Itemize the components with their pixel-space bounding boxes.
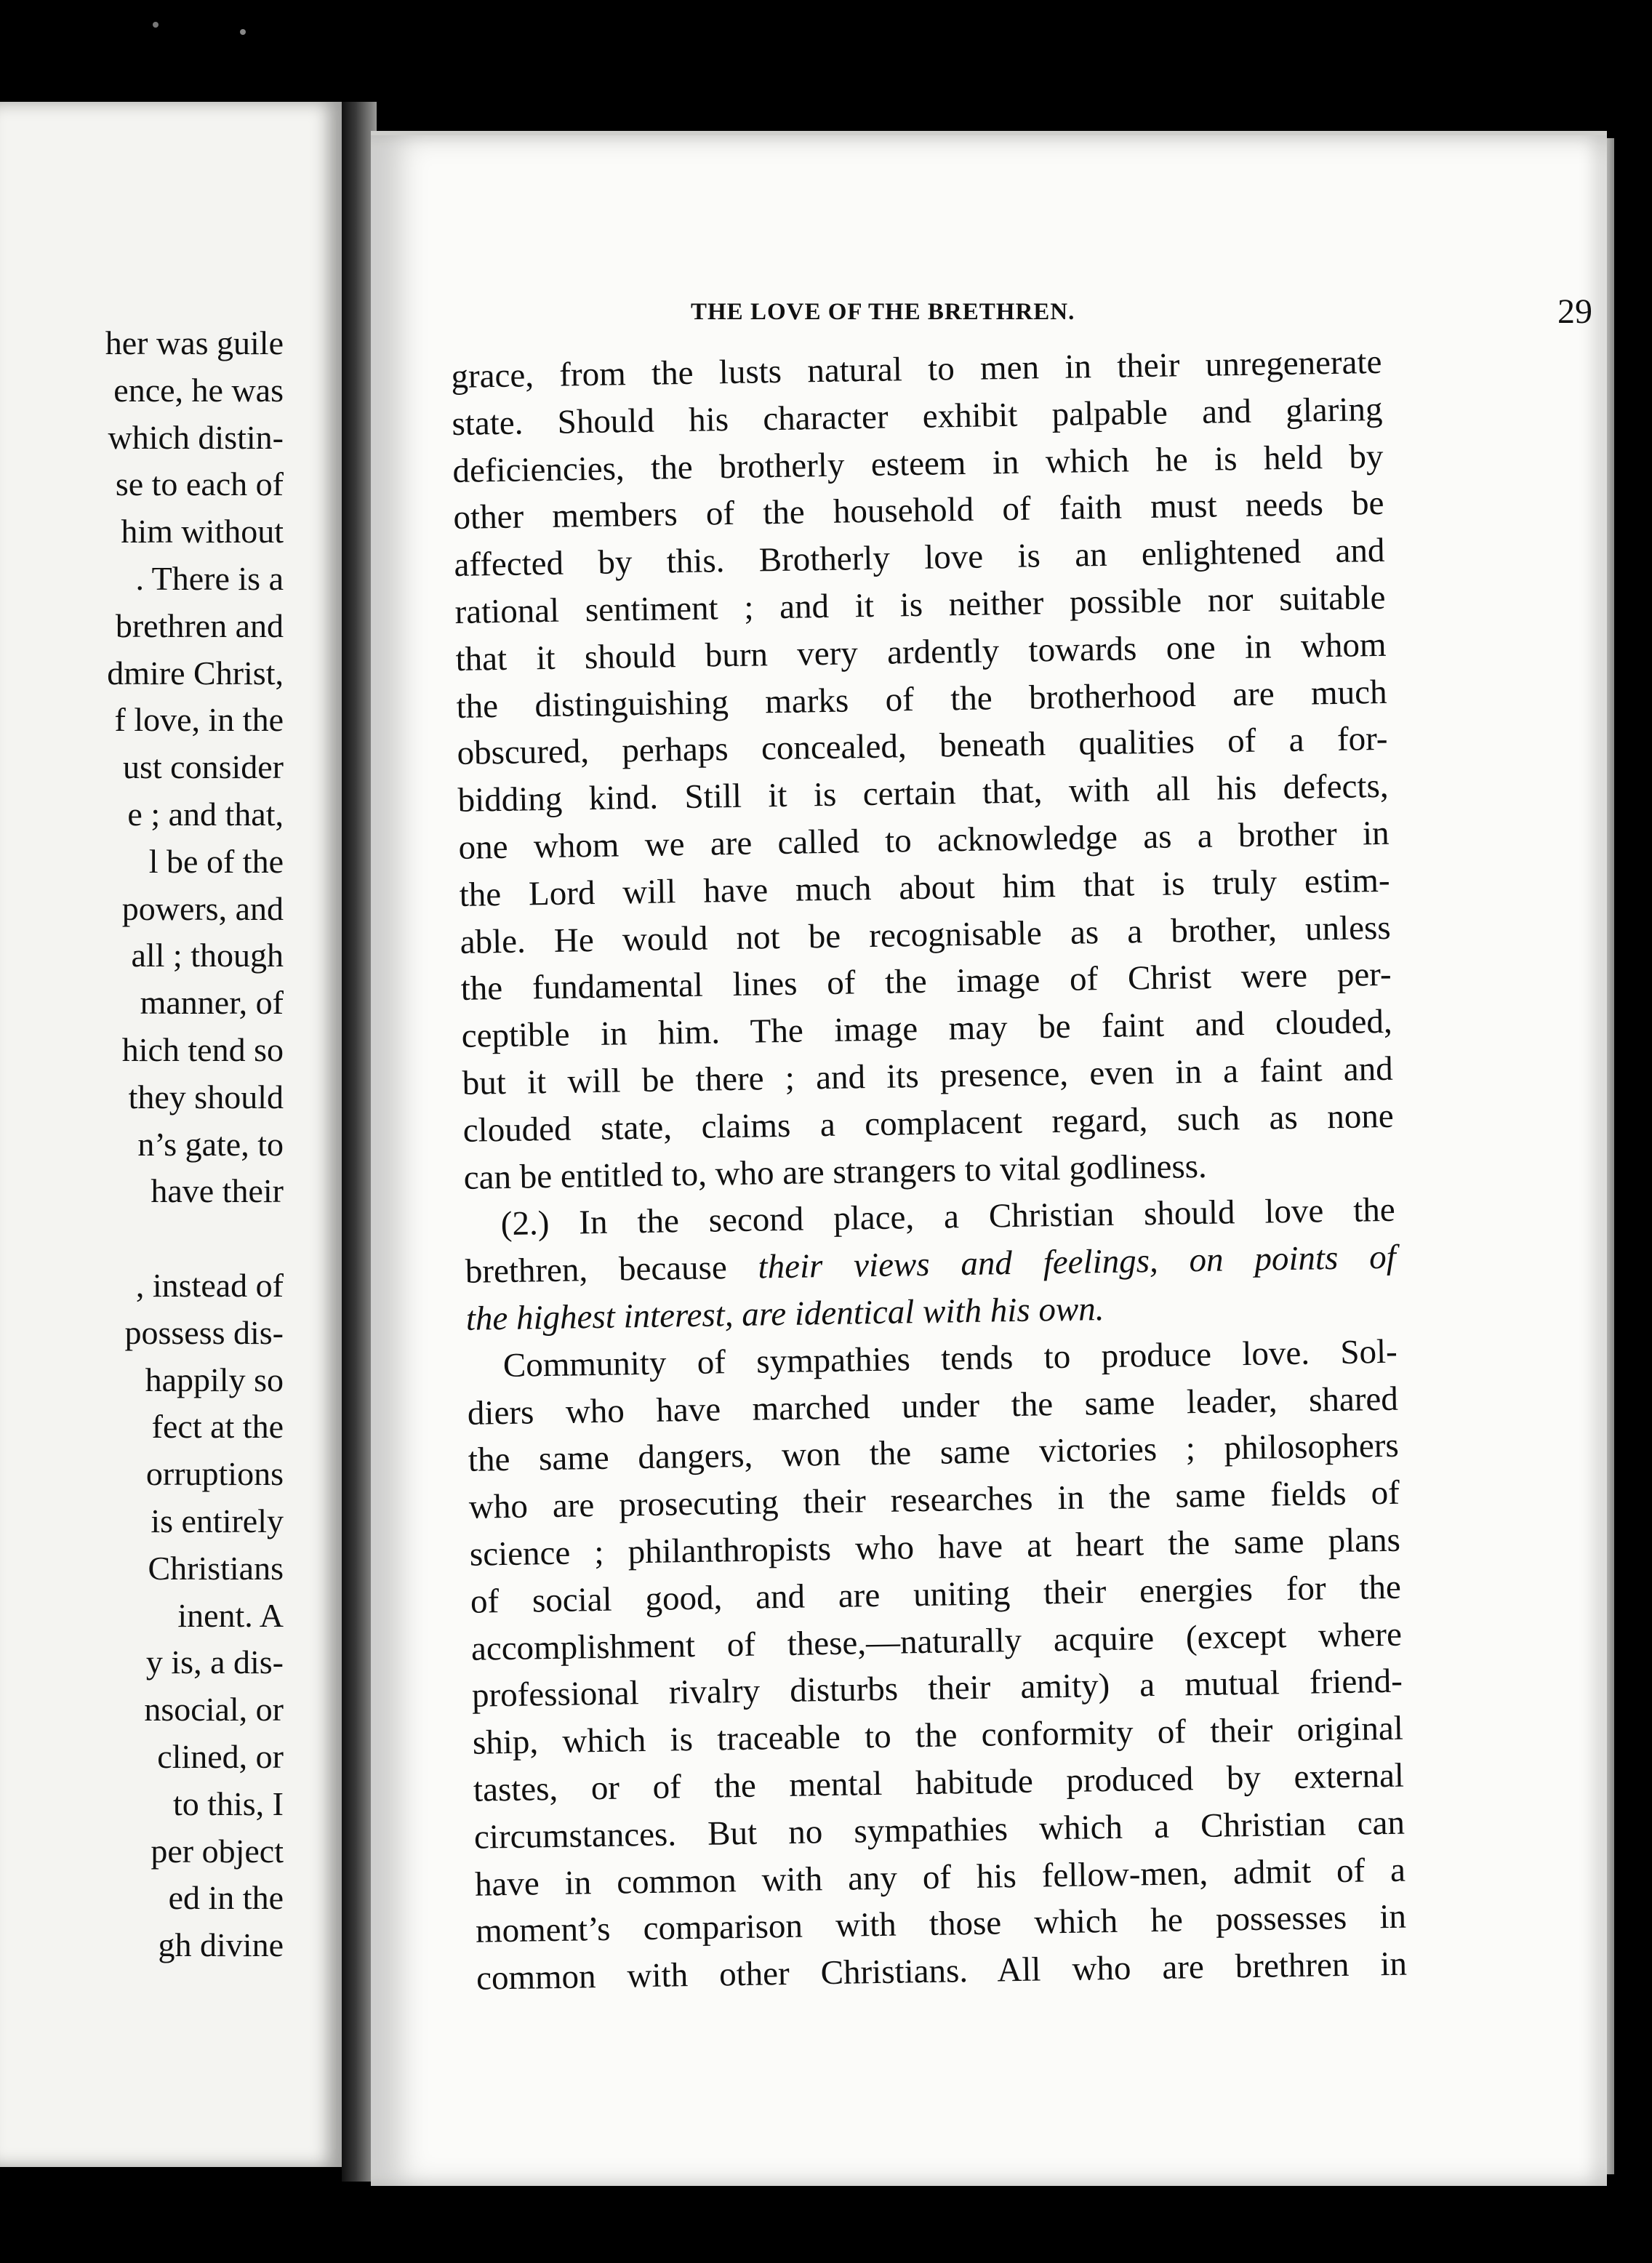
text-span: brethren, because <box>465 1249 728 1291</box>
text-line: they should <box>128 1078 284 1116</box>
text-line: gh divine <box>158 1926 284 1964</box>
text-line: ed in the <box>168 1879 284 1917</box>
text-line: ence, he was <box>113 371 284 409</box>
italic-text-span: their views and feelings, on points of <box>758 1238 1397 1286</box>
text-line: ust consider <box>122 748 284 786</box>
text-line: accomplishment of these,—naturally acquire (except where <box>470 1615 1403 1668</box>
text-line: tastes, or of the mental habitude produced by external <box>473 1756 1405 1809</box>
dust-speck <box>153 22 159 28</box>
text-line: moment’s comparison with those which he possesses in <box>475 1897 1407 1951</box>
text-line: dmire Christ, <box>107 654 284 692</box>
text-line: f love, in the <box>114 701 284 739</box>
right-page <box>371 131 1607 2186</box>
text-line: n’s gate, to <box>137 1125 284 1163</box>
text-line: nsocial, or <box>144 1691 284 1729</box>
text-line: other members of the household of faith must needs be <box>453 484 1384 537</box>
dust-speck <box>240 29 246 35</box>
text-line: circumstances. But no sympathies which a Christian can <box>473 1803 1406 1857</box>
page-number: 29 <box>1557 292 1592 331</box>
text-line: (2.) In the second place, a Christian should love the <box>500 1191 1396 1243</box>
text-line: deficiencies, the brotherly esteem in which he is held by <box>452 437 1384 490</box>
text-line: e ; and that, <box>127 795 284 833</box>
text-line: Christians <box>148 1549 284 1587</box>
text-line: professional rivalry disturbs their amity) a mutual friend- <box>471 1662 1403 1715</box>
text-line: powers, and <box>121 889 284 927</box>
text-line: diers who have marched under the same leader, shared <box>467 1379 1399 1433</box>
text-line: that it should burn very ardently towards one in whom <box>455 625 1387 678</box>
text-line: Community of sympathies tends to produce love. Sol- <box>502 1332 1398 1385</box>
text-line: fect at the <box>151 1408 284 1446</box>
running-head <box>691 292 1592 343</box>
text-line: grace, from the lusts natural to men in their unregenerate <box>451 343 1382 396</box>
text-line: per object <box>151 1832 284 1870</box>
text-line: affected by this. Brotherly love is an enlightened and <box>454 532 1385 585</box>
text-line: happily so <box>145 1361 284 1398</box>
text-line: the Lord will have much about him that is truly estim- <box>459 861 1390 914</box>
left-page-text <box>0 320 284 1969</box>
text-line: clined, or <box>157 1737 284 1775</box>
text-line: ship, which is traceable to the conformity of their original <box>472 1709 1404 1762</box>
text-line: orruptions <box>145 1455 284 1493</box>
text-line: possess dis- <box>124 1313 284 1351</box>
text-line: which distin- <box>108 418 284 456</box>
text-line: brethren and <box>115 606 284 644</box>
text-line: inent. A <box>177 1596 284 1634</box>
text-line: science ; philanthropists who have at heart the same plans <box>469 1521 1401 1574</box>
text-line: is entirely <box>151 1502 284 1539</box>
text-line: bidding kind. Still it is certain that, with all his defects, <box>457 766 1389 820</box>
text-line: one whom we are called to acknowledge as a brother in <box>458 814 1390 867</box>
text-line: have in common with any of his fellow-men, admit of a <box>474 1851 1406 1904</box>
text-line: manner, of <box>140 984 284 1022</box>
text-line: him without <box>121 513 284 550</box>
text-line: clouded state, claims a complacent regard, such as none <box>462 1097 1395 1150</box>
text-line: all ; though <box>131 937 284 974</box>
body-text <box>451 339 1407 2003</box>
running-title: THE LOVE OF THE BRETHREN. <box>691 299 1075 325</box>
text-line: but it will be there ; and its presence, even in a faint and <box>462 1049 1394 1102</box>
text-line: ceptible in him. The image may be faint and clouded, <box>461 1002 1393 1056</box>
left-page <box>0 102 346 2167</box>
text-line: able. He would not be recognisable as a brother, unless <box>460 908 1391 961</box>
text-line: se to each of <box>115 465 284 503</box>
text-line: state. Should his character exhibit palpable and glaring <box>452 390 1383 443</box>
text-line: have their <box>151 1172 284 1210</box>
text-line: y is, a dis- <box>145 1643 284 1681</box>
text-line: hich tend so <box>121 1030 284 1068</box>
text-line: the same dangers, won the same victories ; philosophers <box>468 1427 1400 1480</box>
text-line: to this, I <box>172 1785 284 1822</box>
text-line: , instead of <box>135 1266 284 1304</box>
text-line: of social good, and are uniting their energies for the <box>470 1568 1402 1621</box>
text-line <box>0 1215 284 1262</box>
text-line: l be of the <box>148 842 284 880</box>
text-line: can be entitled to, who are strangers to vital godliness. <box>463 1147 1208 1197</box>
text-line: the highest interest, are identical with his own. <box>465 1289 1104 1338</box>
text-line: common with other Christians. All who are brethren in <box>476 1944 1408 1998</box>
text-line: . There is a <box>135 559 284 597</box>
text-line: her was guile <box>105 324 284 361</box>
text-line: the fundamental lines of the image of Christ were per- <box>460 956 1392 1009</box>
text-line: rational sentiment ; and it is neither possible nor suitable <box>454 578 1386 631</box>
text-line: obscured, perhaps concealed, beneath qualities of a for- <box>457 720 1388 773</box>
text-line: the distinguishing marks of the brotherhood are much <box>456 673 1387 726</box>
text-line: who are prosecuting their researches in the same fields of <box>468 1473 1400 1526</box>
